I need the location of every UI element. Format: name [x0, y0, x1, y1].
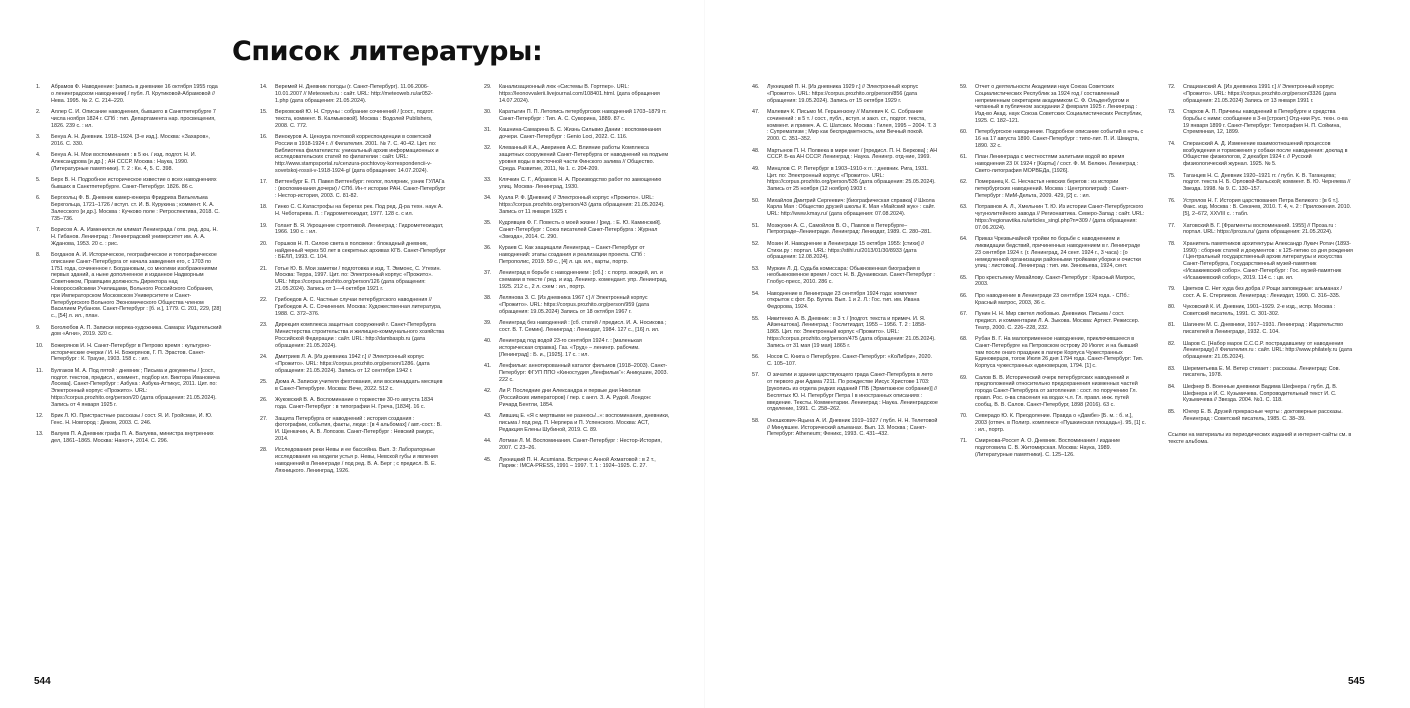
entry-text: Исследования реки Невы и ее бассейна. Вып. 3: Лабораторные исследования на модели устья р. Невы, Невской губы и явления наводнений в Ленинграде / под ред. В. А. Берг ; с предисл. В. Е. Ляхницкого. Ленинград, 1926.: [275, 447, 438, 474]
entry-text: Горшков Н. П. Силою света в полсвеки : блокадный дневник, найденный через 50 лет в секретных архивах КГБ. Санкт-Петербург : БЕЛЛ, 1993. С. 104.: [275, 240, 446, 261]
bibliography-entry: [960, 293, 1146, 307]
bibliography-entry: [260, 179, 446, 199]
bibliography-entry: [752, 84, 938, 104]
entry-text: Устрялов Н. Г. История царствования Петра Великого : [в 6 т.]. Факс. изд. Москва : В. Секачев, 2010. Т. 4, ч. 2 : Приложения. 2010. [5], 2–672, XXVIII с. : табл.: [1183, 197, 1352, 218]
entry-number: 25.: [260, 379, 268, 386]
entry-text: Дюма А. Записки учителя фехтования, или восемнадцать месяцев в Санкт-Петербурге. Москва: Вече, 2022. 512 с.: [275, 379, 443, 393]
entry-text: Ленинград под водой 23-го сентября 1924 г. : [маленькая историческая справка]. Газ. «Труд» – ленингр. рабочим. [Ленинград] : Б. и., [1925]. 17 с. : ил.: [499, 338, 642, 359]
bibliography-entry: [260, 241, 446, 261]
bibliography-entry: [36, 152, 222, 172]
entry-text: Бергхольц Ф. В. Дневник камер-юнкера Фридриха Вильгельма Берхгольца, 1721–1726 / вступ. ст. И. В. Курукина ; коммент. К. А. Залесского [и др.]. Москва : Кучково поле : Ретроспектива, 2018. С. 735–736.: [51, 195, 220, 222]
entry-text: Северадо Ю. К. Преодоление. Правда о «Дамбе» [Б. м. : б. и.], 2003 (отпеч. в Полигр. комплексе «Пушкинская площадь»). 95, [1] с. : ил., портр.: [975, 413, 1147, 433]
entry-number: 24.: [260, 354, 268, 361]
bibliography-entry: [36, 177, 222, 191]
bibliography-entry: [36, 109, 222, 129]
entry-text: Наводнение в Ленинграде 23 сентября 1924 года: комплект открыток с фот. Бр. Булла. Вып. 1 и 2. Л.: Гос. тип. им. Ивана Федорова, 1924.: [767, 290, 920, 311]
entry-text: Оношкович-Яцына А. И. Дневник 1919–1927 / публ. Н. Н. Телетовой // Минувшее. Исторический альманах. Вып. 13. Москва ; Санкт-Петербург: Atheneum; Феникс, 1993. С. 431–432.: [767, 417, 938, 438]
entry-text: Булгаков М. А. Под пятой : дневник ; Письма и документы / [сост., подгот. текстов, предисл., коммент., подбор ил. Виктора Ивановича Лосева]. Санкт-Петербург : Азбука : Азбука-Аттикус, 2011. Цит. по: Электронный корпус «Прожито». URL: https://corpus.prozhito.org/person/20 (дата обращения: 21.05.2024). Запись от 4 января 1925 г.: [51, 367, 220, 408]
entry-text: Лукницкий П. Н. Acumiana. Встречи с Анной Ахматовой : в 2 т., Париж : IMCA-PRESS, 1991 – 1997. Т. 1 : 1924–1925. С. 27.: [499, 456, 656, 470]
bibliography-entry: [752, 166, 938, 193]
entry-number: 69.: [960, 374, 968, 381]
entry-text: Шагинян М. С. Дневники, 1917–1931. Ленинград : Издательство писателей в Ленинграде, 1932. С. 104.: [1183, 322, 1343, 336]
entry-text: Смирнова-Россет А. О. Дневник. Воспоминания / издание подготовила С. В. Житомирская. Москва: Наука, 1989. (Литературные памятники). С. 125–126.: [975, 438, 1121, 458]
bibliography-entry: [752, 109, 938, 143]
entry-number: 68.: [960, 336, 968, 343]
entry-number: 28.: [260, 447, 268, 454]
entry-number: 8.: [36, 252, 41, 259]
page-gutter: [704, 0, 705, 708]
bibliography-entry: [260, 322, 446, 349]
entry-number: 62.: [960, 179, 968, 186]
bibliography-entry: [1168, 109, 1354, 136]
entry-text: Веремей Н. Дневник погоды (г. Санкт-Петербург). 11.06.2006-10.01.2007 // Meteoweb.ru : сайт. URL: http://meteoweb.ru/ar052-1.php (дата обращения: 21.05.2024).: [275, 84, 433, 104]
entry-number: 81.: [1168, 322, 1176, 329]
entry-text: Пунин Н. Н. Мир светел любовью. Дневники. Письма / сост. предисл. и комментарии Л. А. Зыкова. Москва: Артист. Режиссер. Театр, 2000. С. 226–228, 232.: [975, 311, 1140, 331]
entry-number: 36.: [484, 245, 492, 252]
entry-text: Ленфильм: аннотированный каталог фильмов (1918–2003). Санкт-Петербург: ФГУП ППО «Киностудия „Ленфильм“»: Аникушин, 2003. 222 с.: [499, 363, 669, 384]
entry-text: Жуковский В. А. Воспоминание о торжестве 30-го августа 1834 года. Санкт-Петербург : в типографии Н. Греча, [1834]. 16 с.: [275, 397, 434, 411]
entry-text: Про крестьянку Михайлову. Санкт-Петербург : Красный Матрос, 2003.: [975, 274, 1136, 288]
bibliography-column-1: [36, 84, 222, 450]
entry-number: 41.: [484, 363, 492, 370]
entry-number: 63.: [960, 204, 968, 211]
entry-text: Шефнер В. Военные дневники Вадима Шефнера / публ. Д. В. Шефнера и И. С. Кузьмичева. Сопроводительный текст И. С. Кузьмичева // Звезда. 2004. №1. С. 118.: [1183, 383, 1338, 404]
bibliography-entry: [260, 134, 446, 175]
bibliography-list: [260, 84, 446, 475]
page-number-right: 545: [1348, 676, 1365, 687]
bibliography-entry: [960, 204, 1146, 231]
entry-text: Валуев П. А.Дневник графа П. А. Валуева, министра внутренних дел, 1861–1865. Москва: Нанот+, 2014. С. 296.: [51, 431, 214, 445]
entry-number: 30.: [484, 108, 492, 115]
entry-number: 85.: [1168, 408, 1176, 415]
entry-text: Про наводнение в Ленинграде 23 сентября 1924 года. - СПб.: Красный матрос, 2003, 36 с.: [975, 292, 1130, 306]
bibliography-column-2: [260, 84, 446, 479]
entry-text: Салов В. В. Исторический очерк петербургских наводнений и предположений относительно предохранения низменных частей города Санкт-Петербурга от затопления : сост. по поручению Гл. правл. Рос. о-ва спасения на водах ч.л. Гл. правл. инж. путей сообщ. В. В. Салов. Санкт-Петербург, 1898 (2016). 63 с.: [975, 374, 1138, 408]
entry-text: Дмитриев Л. А. [Из дневника 1942 г.] // Электронный корпус «Прожито». URL: https://corpus.prozhito.org/person/1286. (дата обращения: 21.05.2024). Запись от 12 сентября 1942 г.: [275, 354, 430, 374]
entry-text: Померанец К. С. Несчастья невских берегов : из истории петербургских наводнений. Москва : Центрполиграф : Санкт-Петербург : МиМ-Дельта, 2009. 429, [2] с. : ил.: [975, 179, 1129, 199]
bibliography-entry: [36, 413, 222, 427]
entry-number: 57.: [752, 372, 760, 379]
entry-text: Юнгер Е. В. Друзей прекрасные черты : доктоверные рассказы. Ленинград : Советский писатель, 1985. С. 38–39.: [1183, 408, 1343, 422]
entry-text: Дирекция комплекса защитных сооружений г. Санкт-Петербурга Министерства строительства и жилищно-коммунального хозяйства Российской Федерации : сайт. URL: http://dambaspb.ru (дата обращения: 21.05.2024).: [275, 322, 445, 349]
bibliography-entry: [1168, 384, 1354, 404]
entry-number: 12.: [36, 413, 44, 420]
bibliography-entry: [960, 413, 1146, 433]
entry-text: Кудрявцев Ф. Г. Повесть о моей жизни / [ред. : Е. Ю. Каминский]. Санкт-Петербург : Союз писателей Санкт-Петербурга : Журнал «Звезда», 2014. С. 290.: [499, 220, 662, 240]
bibliography-entry: [260, 379, 446, 393]
entry-number: 59.: [960, 84, 968, 90]
entry-number: 20.: [260, 240, 268, 247]
bibliography-entry: [260, 297, 446, 317]
periodicals-note: Ссылки на материалы из периодических изданий и интернет-сайты см. в тексте альбома.: [1168, 432, 1352, 446]
bibliography-entry: [1168, 366, 1354, 380]
bibliography-entry: [484, 84, 670, 104]
entry-text: Сперанский А. Д. Изменение взаимоотношений процессов возбуждения и торможения у собаки после наводнения: доклад в Обществе физиологов, 2 декабря 1924 г. // Русский физиологический журнал. 1925. № 5.: [1183, 140, 1348, 168]
entry-number: 37.: [484, 270, 492, 277]
entry-text: Каратыгин П. П. Летопись петербургских наводнений 1703–1879 гг. Санкт-Петербург : Тип. А. С. Суворина, 1889. 87 с.: [499, 108, 667, 122]
bibliography-entry: [260, 204, 446, 218]
entry-number: 64.: [960, 236, 968, 243]
entry-number: 76.: [1168, 197, 1176, 204]
bibliography-entry: [484, 363, 670, 383]
entry-number: 26.: [260, 397, 268, 404]
entry-number: 2.: [36, 108, 41, 115]
entry-text: План Ленинграда с местностями залитыми водой во время наводнения 23 IX 1924 г [Карты] / сост. Ф. М. Белкин. Ленинград : Свето-литография МОРВЕДа, [1926].: [975, 154, 1139, 174]
bibliography-entry: [36, 227, 222, 247]
bibliography-entry: [960, 179, 1146, 199]
entry-text: Готье Ю. В. Мои заметки / подготовка и изд. Т. Эммонс, С. Утехин. Москва: Терра, 1997. Цит. по: Электронный корпус «Прожито». URL: https://corpus.prozhito.org/person/126 (дата обращения: 21.05.2024). Запись от 1—4 октября 1921 г.: [275, 265, 441, 293]
entry-number: 6.: [36, 195, 41, 202]
entry-number: 80.: [1168, 304, 1176, 311]
entry-number: 19.: [260, 222, 268, 229]
bibliography-entry: [484, 270, 670, 290]
entry-number: 14.: [260, 84, 268, 90]
entry-number: 38.: [484, 295, 492, 302]
entry-number: 78.: [1168, 240, 1176, 247]
bibliography-entry: [960, 336, 1146, 370]
bibliography-entry: [484, 295, 670, 315]
bibliography-entry: [484, 127, 670, 141]
entry-number: 47.: [752, 108, 760, 115]
entry-text: Гинко С. С.Катастрофы на берегах рек. Под ред. Д-ра техн. наук А. Н. Чеботарева. Л. : Гидрометеоиздат, 1977. 128 с. с ил.: [275, 204, 443, 218]
bibliography-entry: [484, 220, 670, 240]
bibliography-entry: [484, 195, 670, 215]
bibliography-column-6: [1168, 84, 1354, 451]
entry-number: 21.: [260, 265, 268, 272]
entry-number: 1.: [36, 84, 41, 90]
bibliography-column-3: [484, 84, 670, 475]
bibliography-entry: [1168, 223, 1354, 237]
entry-number: 66.: [960, 292, 968, 299]
bibliography-entry: [484, 320, 670, 334]
entry-number: 83.: [1168, 365, 1176, 372]
bibliography-entry: [960, 84, 1146, 125]
entry-number: 48.: [752, 147, 760, 154]
entry-text: Михайлов Дмитрий Сергеевич: [биографическая справка] // Школа Карла Мая : Общество друзей школы К. Мая «Майский жук» : сайт. URL: http://www.kmay.ru/ (дата обращения: 07.08.2024).: [767, 197, 936, 218]
bibliography-entry: [1168, 409, 1354, 423]
bibliography-entry: [484, 413, 670, 433]
entry-number: 34.: [484, 195, 492, 202]
entry-text: Кураев С. Как защищали Ленинград – Санкт-Петербург от наводнений: этапы создания и реализации проекта. СПб : Петрополис, 2019. 59 с., [4] л. цв. ил., карты, портр.: [499, 245, 646, 265]
entry-number: 39.: [484, 320, 492, 327]
entry-number: 42.: [484, 388, 492, 395]
entry-number: 74.: [1168, 140, 1176, 147]
entry-number: 67.: [960, 311, 968, 318]
bibliography-entry: [484, 177, 670, 191]
bibliography-entry: [260, 354, 446, 374]
entry-text: Лелянова З. С. [Из дневника 1967 г.] // Электронный корпус «Прожито». URL: https://corpus.prozhito.org/person/959 (дата обращения: 19.05.2024) Запись от 18 октября 1967 г.: [499, 295, 650, 315]
entry-number: 31.: [484, 127, 492, 134]
entry-text: Ленинград в борьбе с наводнением : [сб.] : с портр. вождей, ил. и схемами в тексте / ред. и изд. Ленингр. комендант. упр. Ленинград, 1925. 212 с., 2 л. схем : ил., портр.: [499, 270, 668, 290]
entry-text: Муркин Л. Д. Судьба комиссара: Обыкновенная биография в необыкновенное время / сост. Н. В. Дунаевская. Санкт-Петербург : Глобус-пресс, 2010. 286 с.: [767, 265, 935, 286]
bibliography-entry: [752, 223, 938, 237]
bibliography-entry: [1168, 341, 1354, 361]
entry-text: Верховский Ю. Н. Струны : собрание сочинений / [сост., подгот. текста, коммент. В. Калмыковой]. Москва : Водолей Publishers, 2008. С. 772.: [275, 108, 434, 129]
page-number-left: 544: [34, 676, 51, 687]
entry-number: 7.: [36, 227, 41, 234]
entry-text: Защита Петербурга от наводнений : история создания : фотографии, события, факты, люди : [в 4 альбомах] / авт.-сост.: В. И. Щенкачин, А. В. Лопозов. Санкт-Петербург : Невский ракурс, 2014.: [275, 415, 442, 442]
bibliography-entry: [752, 198, 938, 218]
entry-number: 13.: [36, 431, 44, 438]
entry-text: Старков А. П. Причины наводнений в Петербурге и средства борьбы с ними: сообщение в 3-м [строит.] Отд-нии Рус. техн. о-ва 19 января 1899 г. Санкт-Петербург: Типография Н. П. Сойкина, Стремянная, 12, 1899.: [1183, 108, 1348, 136]
entry-number: 49.: [752, 165, 760, 172]
bibliography-entry: [752, 291, 938, 311]
bibliography-entry: [752, 241, 938, 261]
entry-number: 70.: [960, 413, 968, 420]
entry-text: Брик Л. Ю. Пристрастные рассказы / сост. Я. И. Гройсман, И. Ю. Генс. Н. Новгород : Деком, 2003. С. 246.: [51, 413, 213, 426]
entry-number: 73.: [1168, 108, 1176, 115]
entry-text: Бенуа А. Н. Мои воспоминания : в 5 кн. / изд. подгот. Н. И. Александрова [и др.] ; АН СССР. Москва : Наука, 1990. (Литературные памятники). Т. 2 : Кн. 4, 5. С. 398.: [51, 152, 197, 172]
entry-number: 79.: [1168, 286, 1176, 293]
entry-number: 22.: [260, 297, 268, 304]
bibliography-entry: [960, 129, 1146, 149]
entry-number: 53.: [752, 265, 760, 272]
entry-number: 9.: [36, 324, 41, 331]
bibliography-column-4: [752, 84, 938, 443]
entry-number: 84.: [1168, 383, 1176, 390]
entry-text: Петербургское наводнение. Подробное описание событий в ночь с 16 на 17 августа 1890. Санкт-Петербург : типо-лит. П. И. Шмидта, 1890. 32 с.: [975, 129, 1144, 149]
bibliography-entry: [484, 388, 670, 408]
bibliography-entry: [484, 338, 670, 358]
bibliography-entry: [260, 109, 446, 129]
bibliography-entry: [960, 275, 1146, 289]
entry-text: Чуковский К. И. Дневник, 1901–1929. 2-е изд., испр. Москва : Советский писатель, 1991. С. 301-302.: [1183, 304, 1336, 318]
entry-text: Голант В. Я. Укрощение строптивой. Ленинград : Гидрометеоиздат, 1966. 190 с. : ил.: [275, 222, 444, 236]
entry-text: Хранитель памятников архитектуры Александр Лукич Ротач (1893-1990) : сборник статей и документов : к 125-летию со дня рождения / Центральный государственный архив литературы и искусства Санкт-Петербурга, Государственный музей-памятник «Исаакиевский собор». Санкт-Петербург : Гос. музей-памятник «Исаакиевский собор», 2019. 114 с. : цв. ил.: [1183, 240, 1353, 281]
bibliography-entry: [1168, 198, 1354, 218]
entry-number: 29.: [484, 84, 492, 90]
entry-number: 32.: [484, 145, 492, 152]
entry-text: Клеванный К.А., Аверинев А.С. Влияние работы Комплекса защитных сооружений Санкт-Петербурга от наводнений на подъем уровня воды в восточной части Финского залива // Общество. Среда. Развитие, 2011, № 1. с. 204-209.: [499, 145, 669, 172]
bibliography-entry: [260, 416, 446, 443]
bibliography-entry: [260, 397, 446, 411]
entry-number: 33.: [484, 177, 492, 184]
entry-text: Таганцев Н. С. Дневник 1920–1921 гг. / публ. К. В. Таганцева; подгот. текста Н. Б. Орловой-Вальской; коммент. В. Ю. Черняева // Звезда. 1998. № 9. С. 130–157.: [1183, 172, 1351, 193]
entry-number: 11.: [36, 367, 44, 374]
entry-text: Богданов А. И. Историческое, географическое и топографическое описание Санкт-Петербурга от начала заведения его, с 1703 по 1751 года, сочиненное г. Богдановым, со многими изображениями первых зданий, а ныне дополненное и изданное Надворным Советником, Правящим должность Директора над Новороссийскими Училищами, Вольного Российского Собрания, при Императорском Московском Университете и Санкт-Петербургского Вольного Экономического Общества членом Василием Рубаном. Санкт-Петербург : [б. и.], 1779. С. 201, 229, [28] с., [54] л. ил., план.: [51, 252, 221, 320]
entry-number: 55.: [752, 315, 760, 322]
entry-number: 4.: [36, 152, 41, 159]
entry-number: 16.: [260, 133, 268, 140]
bibliography-entry: [484, 145, 670, 172]
bibliography-entry: [36, 195, 222, 222]
entry-text: Мозин И. Наводнение в Ленинграде 15 октября 1955: [стихи] // Стихи.ру : портал. URL: https://stihi.ru/2013/01/30/8933 (дата обращения: 12.08.2024).: [767, 240, 925, 261]
entry-text: Абрамов Ф. Наводнение: [запись в дневнике 16 октября 1955 года о ленинградском наводнении] / публ. Л. Крутиковой-Абрамовой // Нева. 1995. № 2. С. 214–220.: [51, 84, 218, 104]
bibliography-entry: [36, 252, 222, 320]
bibliography-list: [752, 84, 938, 438]
entry-number: 18.: [260, 204, 268, 211]
entry-text: Лотман Л. М. Воспоминания. Санкт-Петербург : Нестор-История, 2007. С 23–26.: [499, 438, 662, 452]
entry-text: Ленинград без наводнений : [сб. статей / предисл. И. А. Носикова ; сост. В. Т. Семин]. Ленинград : Лениздат, 1984. 127 с., [16] л. ил.: [499, 320, 667, 334]
entry-text: Винокуров А. Цензура почтовой корреспонденции в советской России в 1918-1924 г. // Филателия. 2001. № 7. С. 40-42. Цит. по: Библиотека филателиста: уникальный архив информационных и исследовательских статей по филателии : сайт. URL: http://www.stampsportal.ru/cenzura-pochtovoy-korrespondencii-v-sovetskoj-rossii-v-1918-1924-g/ (дата обращения: 14.07.2024).: [275, 133, 439, 174]
bibliography-entry: [260, 266, 446, 293]
bibliography-entry: [260, 447, 446, 474]
bibliography-entry: [960, 375, 1146, 409]
entry-number: 75.: [1168, 172, 1176, 179]
entry-text: Бенуа А. Н. Дневник. 1918–1924. [3-е изд.]. Москва: «Захаров», 2016. С. 330.: [51, 133, 210, 147]
entry-text: Клячкин С. Г., Абрамов Н. А. Производство работ по замощению улиц. Москва- Ленинград, 1930.: [499, 177, 662, 190]
entry-text: Цветков С. Нет худа без добра // Рощи заповедные: альманах / сост. А. Е. Стерликов. Ленинград : Лениздат, 1990. С. 316–335.: [1183, 286, 1343, 299]
entry-number: 77.: [1168, 222, 1176, 229]
page-title: Список литературы:: [232, 36, 543, 67]
entry-text: Кузла Р. Ф. [Дневник] // Электронный корпус «Прожито». URL: https://corpus.prozhito.org/person/43 (дата обращения: 21.05.2024). Запись от 11 января 1925 г.: [499, 195, 665, 215]
entry-number: 3.: [36, 133, 41, 140]
entry-text: Рубан В. Г. На малоприменное наводнение, приключившееся в Санкт-Петербурге на Петровском острову 20 Июля: и на бывший там после онаго праздник в лагере Корпуса Чужестранных Единоверцов, тогож Июля 26 дня 1794 года. Санкт-Петербург: Тип. Корпуса чужестранных единоверцов, 1794. [1] с.: [975, 336, 1144, 370]
bibliography-entry: [36, 431, 222, 445]
bibliography-entry: [1168, 173, 1354, 193]
entry-text: Отчет о деятельности Академии наук Союза Советских Социалистических Республик за 1924 год / составленный непременным секретарем академиком С. Ф. Ольденбургом и читанный в публичном заседании 2 февраля 1925 г. Ленинград : Изд-во Акад. наук Союза Советских Социалистических Республик, 1925. С. 182–121.: [975, 84, 1143, 124]
entry-number: 58.: [752, 417, 760, 424]
entry-number: 50.: [752, 197, 760, 204]
entry-number: 82.: [1168, 340, 1176, 347]
entry-number: 5.: [36, 177, 41, 184]
entry-number: 52.: [752, 240, 760, 247]
bibliography-column-5: [960, 84, 1146, 463]
entry-number: 71.: [960, 438, 968, 445]
bibliography-entry: [1168, 84, 1354, 104]
entry-text: Лукницкий П. Н. [Из дневника 1929 г.] // Электронный корпус «Прожито». URL: https://corpus.prozhito.org/person/856 (дата обращения: 19.05.2024). Запись от 15 октября 1929 г.: [767, 84, 919, 104]
entry-number: 40.: [484, 338, 492, 345]
entry-number: 45.: [484, 456, 492, 463]
bibliography-entry: [960, 311, 1146, 331]
bibliography-entry: [260, 223, 446, 237]
entry-text: Малевич К. Письмо М. Гершензону // Малевич К. С. Собрание сочинений : в 5 т. / сост., публ., вступ. и закл. ст., подгот. текста, коммент. и примеч. А. С. Шатских. Москва : Гилея, 1995 – 2004. Т. 3 : Супрематизм ; Мир как беспредметность, или Вечный покой. 2000. С. 351–352.: [767, 108, 937, 143]
entry-text: Грибоедов А. С. Частные случаи петербургского наводнения // Грибоедов А. С. Сочинения. Москва: Художественная литература, 1988. С. 372–376.: [275, 297, 442, 318]
bibliography-entry: [484, 457, 670, 471]
entry-text: Носов С. Книга о Петербурге. Санкт-Петербург: «КоЛибри», 2020. С. 105–107.: [767, 354, 932, 368]
entry-text: Аллер С. И. Описание наводнения, бывшего в Санктпетербурге 7 числа ноября 1824 г. СПб : тип. Департамента нар. просвещения, 1826. 239 с. : ил.: [51, 108, 216, 129]
entry-number: 35.: [484, 220, 492, 227]
entry-text: Кашнина-Самарина Б. С. Жизнь Сильвио Дании : воспоминания дочери. Санкт-Петербург : Genio Loci, 2022. С. 116.: [499, 127, 661, 140]
bibliography-entry: [1168, 241, 1354, 282]
entry-number: 46.: [752, 84, 760, 90]
entry-text: Боголюбов А. П. Записки моряка-художника. Самара: Издательский дом «Агни», 2019. 320 с.: [51, 324, 222, 338]
entry-number: 15.: [260, 108, 268, 115]
entry-text: Потравнов А. Л., Хмельнин Т. Ю. Из истории Санкт-Петербургского чугунолитейного завода // Регионавтика. Северо-Запад : сайт. URL: https://regionavtika.ru/articles_singl.php?n=309 / (дата обращения: 07.06.2024).: [975, 204, 1145, 231]
bibliography-entry: [260, 84, 446, 104]
entry-number: 17.: [260, 179, 268, 186]
entry-text: Мозжухин А. С., Самойлов В. О., Павлов в Петербурге–Петрограде–Ленинграде. Ленинград: Лениздат, 1989. С. 280–281.: [767, 222, 932, 236]
entry-text: Мартынов П. Н. Полвека в мире книг / [предисл. П. Н. Беркова] ; АН СССР. Б-ка АН СССР. Ленинград : Наука. Ленингр. отд-ние, 1969.: [767, 147, 938, 161]
bibliography-entry: [36, 84, 222, 104]
bibliography-entry: [1168, 304, 1354, 318]
bibliography-entry: [36, 343, 222, 363]
entry-number: 43.: [484, 413, 492, 420]
bibliography-entry: [752, 316, 938, 350]
entry-text: Шереметьева Е. М. Ветер стихает : рассказы. Ленинград: Сов. писатель, 1978.: [1183, 365, 1341, 379]
entry-text: Хатовский В. Г. [Фрагменты воспоминаний. 1955] // Проза.ru : портал. URL: https://proza.ru/ (дата обращения: 21.05.2024).: [1183, 222, 1337, 236]
bibliography-list: [36, 84, 222, 445]
bibliography-entry: [752, 354, 938, 368]
entry-text: Берх В. Н. Подробное историческое известие о всех наводнениях бывших в Санктпетербурге. Санкт-Петербург. 1826. 86 с.: [51, 177, 217, 190]
entry-text: Божерянов И. Н. Санкт-Петербург в Петрово время : культурно-исторические очерки / И. Н. Божерянов, Г. П. Эрастов. Санкт-Петербург : К. Траузе, 1903. 158 с. : ил.: [51, 342, 212, 363]
bibliography-entry: [752, 266, 938, 286]
entry-text: Минцлов С. Р. Петербург в 1903–1910-х гг. : дневник. Рига, 1931. Цит. по: Электронный корпус «Прожито». URL: https://corpus.prozhito.org/person/535 (дата обращения: 25.05.2024). Запись от 25 ноября (12 ноября) 1903 г.: [767, 165, 936, 193]
entry-number: 54.: [752, 290, 760, 297]
bibliography-entry: [960, 438, 1146, 458]
bibliography-entry: [484, 438, 670, 452]
bibliography-entry: [960, 154, 1146, 174]
entry-number: 27.: [260, 415, 268, 422]
entry-text: Никитенко А. В. Дневник : в 3 т. / [подгот. текста и примеч. И. Я. Айзенштока]. Ленинград : Гослитиздат, 1955 – 1956. Т. 2 : 1858-1865. Цит. по: Электронный корпус «Прожито». URL: https://corpus.prozhito.org/person/475 (дата обращения: 21.05.2024). Запись от 31 мая (19 мая) 1865 г.: [767, 315, 936, 349]
entry-number: 23.: [260, 322, 268, 329]
entry-number: 65.: [960, 274, 968, 281]
entry-text: Виттенбург Е. П. Павел Виттенбург: геолог, полярник, узник ГУЛАГа : (воспоминания дочери) / СПб. Ин-т истории РАН. Санкт-Петербург : Нестор-история, 2003. С. 81-82.: [275, 179, 446, 199]
entry-number: 72.: [1168, 84, 1176, 90]
entry-text: Шаров С. [Набор марок С.С.С.Р. пострадавшему от наводнения Ленинграду] // Филателия.ru : сайт. URL: http://www.philately.ru (дата обращения: 21.05.2024).: [1183, 340, 1353, 361]
bibliography-list: [1168, 84, 1354, 422]
entry-text: Канализационный люк «Системы В. Гортпер». URL: https://leonovvalerii.livejournal.com/108401.html. (дата обращения 14.07.2024).: [499, 84, 660, 104]
bibliography-entry: [484, 109, 670, 123]
entry-number: 10.: [36, 342, 44, 349]
bibliography-entry: [752, 418, 938, 438]
entry-text: Борисов А. А. Изменился ли климат Ленинграда / отв. ред. доц. Н. Н. Гибанов. Ленинград : Ленинградский университет им. А. А. Жданова, 1953. 20 с. : рис.: [51, 227, 218, 247]
bibliography-entry: [36, 134, 222, 148]
bibliography-entry: [1168, 322, 1354, 336]
bibliography-entry: [960, 236, 1146, 270]
entry-text: Лившиц Е. «Я с мертвыми не разнюсь!..»: воспоминания, дневники, письма / под ред. П. Нерлера и П. Успенского. Москва: АСТ, Редакция Елены Шубиной, 2019. С. 89.: [499, 413, 670, 433]
bibliography-entry: [752, 148, 938, 162]
bibliography-entry: [484, 245, 670, 265]
bibliography-entry: [36, 325, 222, 339]
bibliography-entry: [1168, 141, 1354, 168]
bibliography-entry: [36, 368, 222, 409]
entry-number: 51.: [752, 222, 760, 229]
entry-number: 61.: [960, 154, 968, 161]
entry-text: Спацианский А. [Из дневника 1991 г.] // Электронный корпус «Прожито». URL: https://corpus.prozhito.org/person/3326 (дата обращения: 21.05.2024) Запись от 13 января 1991 г.: [1183, 84, 1337, 104]
entry-number: 44.: [484, 438, 492, 445]
bibliography-list: [484, 84, 670, 470]
entry-text: Ли Р. Последние дни Александра и первые дни Николая (Российских императоров) / пер. с англ. З. А. Рудой. Лондон: Ричард Бентли, 1854.: [499, 388, 652, 408]
entry-text: Приказ Чрезвычайной тройки по борьбе с наводнением и ликвидации бедствий, причиненных наводнением в г. Ленинграде 23 сентября 1924 г. (г. Ленинград, 24 сент. 1924 г., 3 часа) : [о немедленной организации районными тройками уборки и очистки улиц : листовка]. Ленинград : тип. им. Зиновьева, 1924, сент.: [975, 236, 1141, 270]
entry-number: 60.: [960, 129, 968, 136]
bibliography-entry: [1168, 286, 1354, 300]
entry-number: 56.: [752, 354, 760, 361]
bibliography-entry: [752, 372, 938, 413]
bibliography-list: [960, 84, 1146, 459]
entry-text: О зачатии и здании царствующего града Санкт-Петербурга в лето от первого дни Адама 7211. По рождестве Иисус Христове 1703: [рукопись из отдела редких изданий ГПБ (Эрмитажное собрание)] // Беспятых Ю. Н. Петербург Петра I в иностранных описаниях : введение. Тексты. Комментарии. Ленинград : Наука. Ленинградское отделение, 1991. С. 258–262.: [767, 372, 938, 413]
